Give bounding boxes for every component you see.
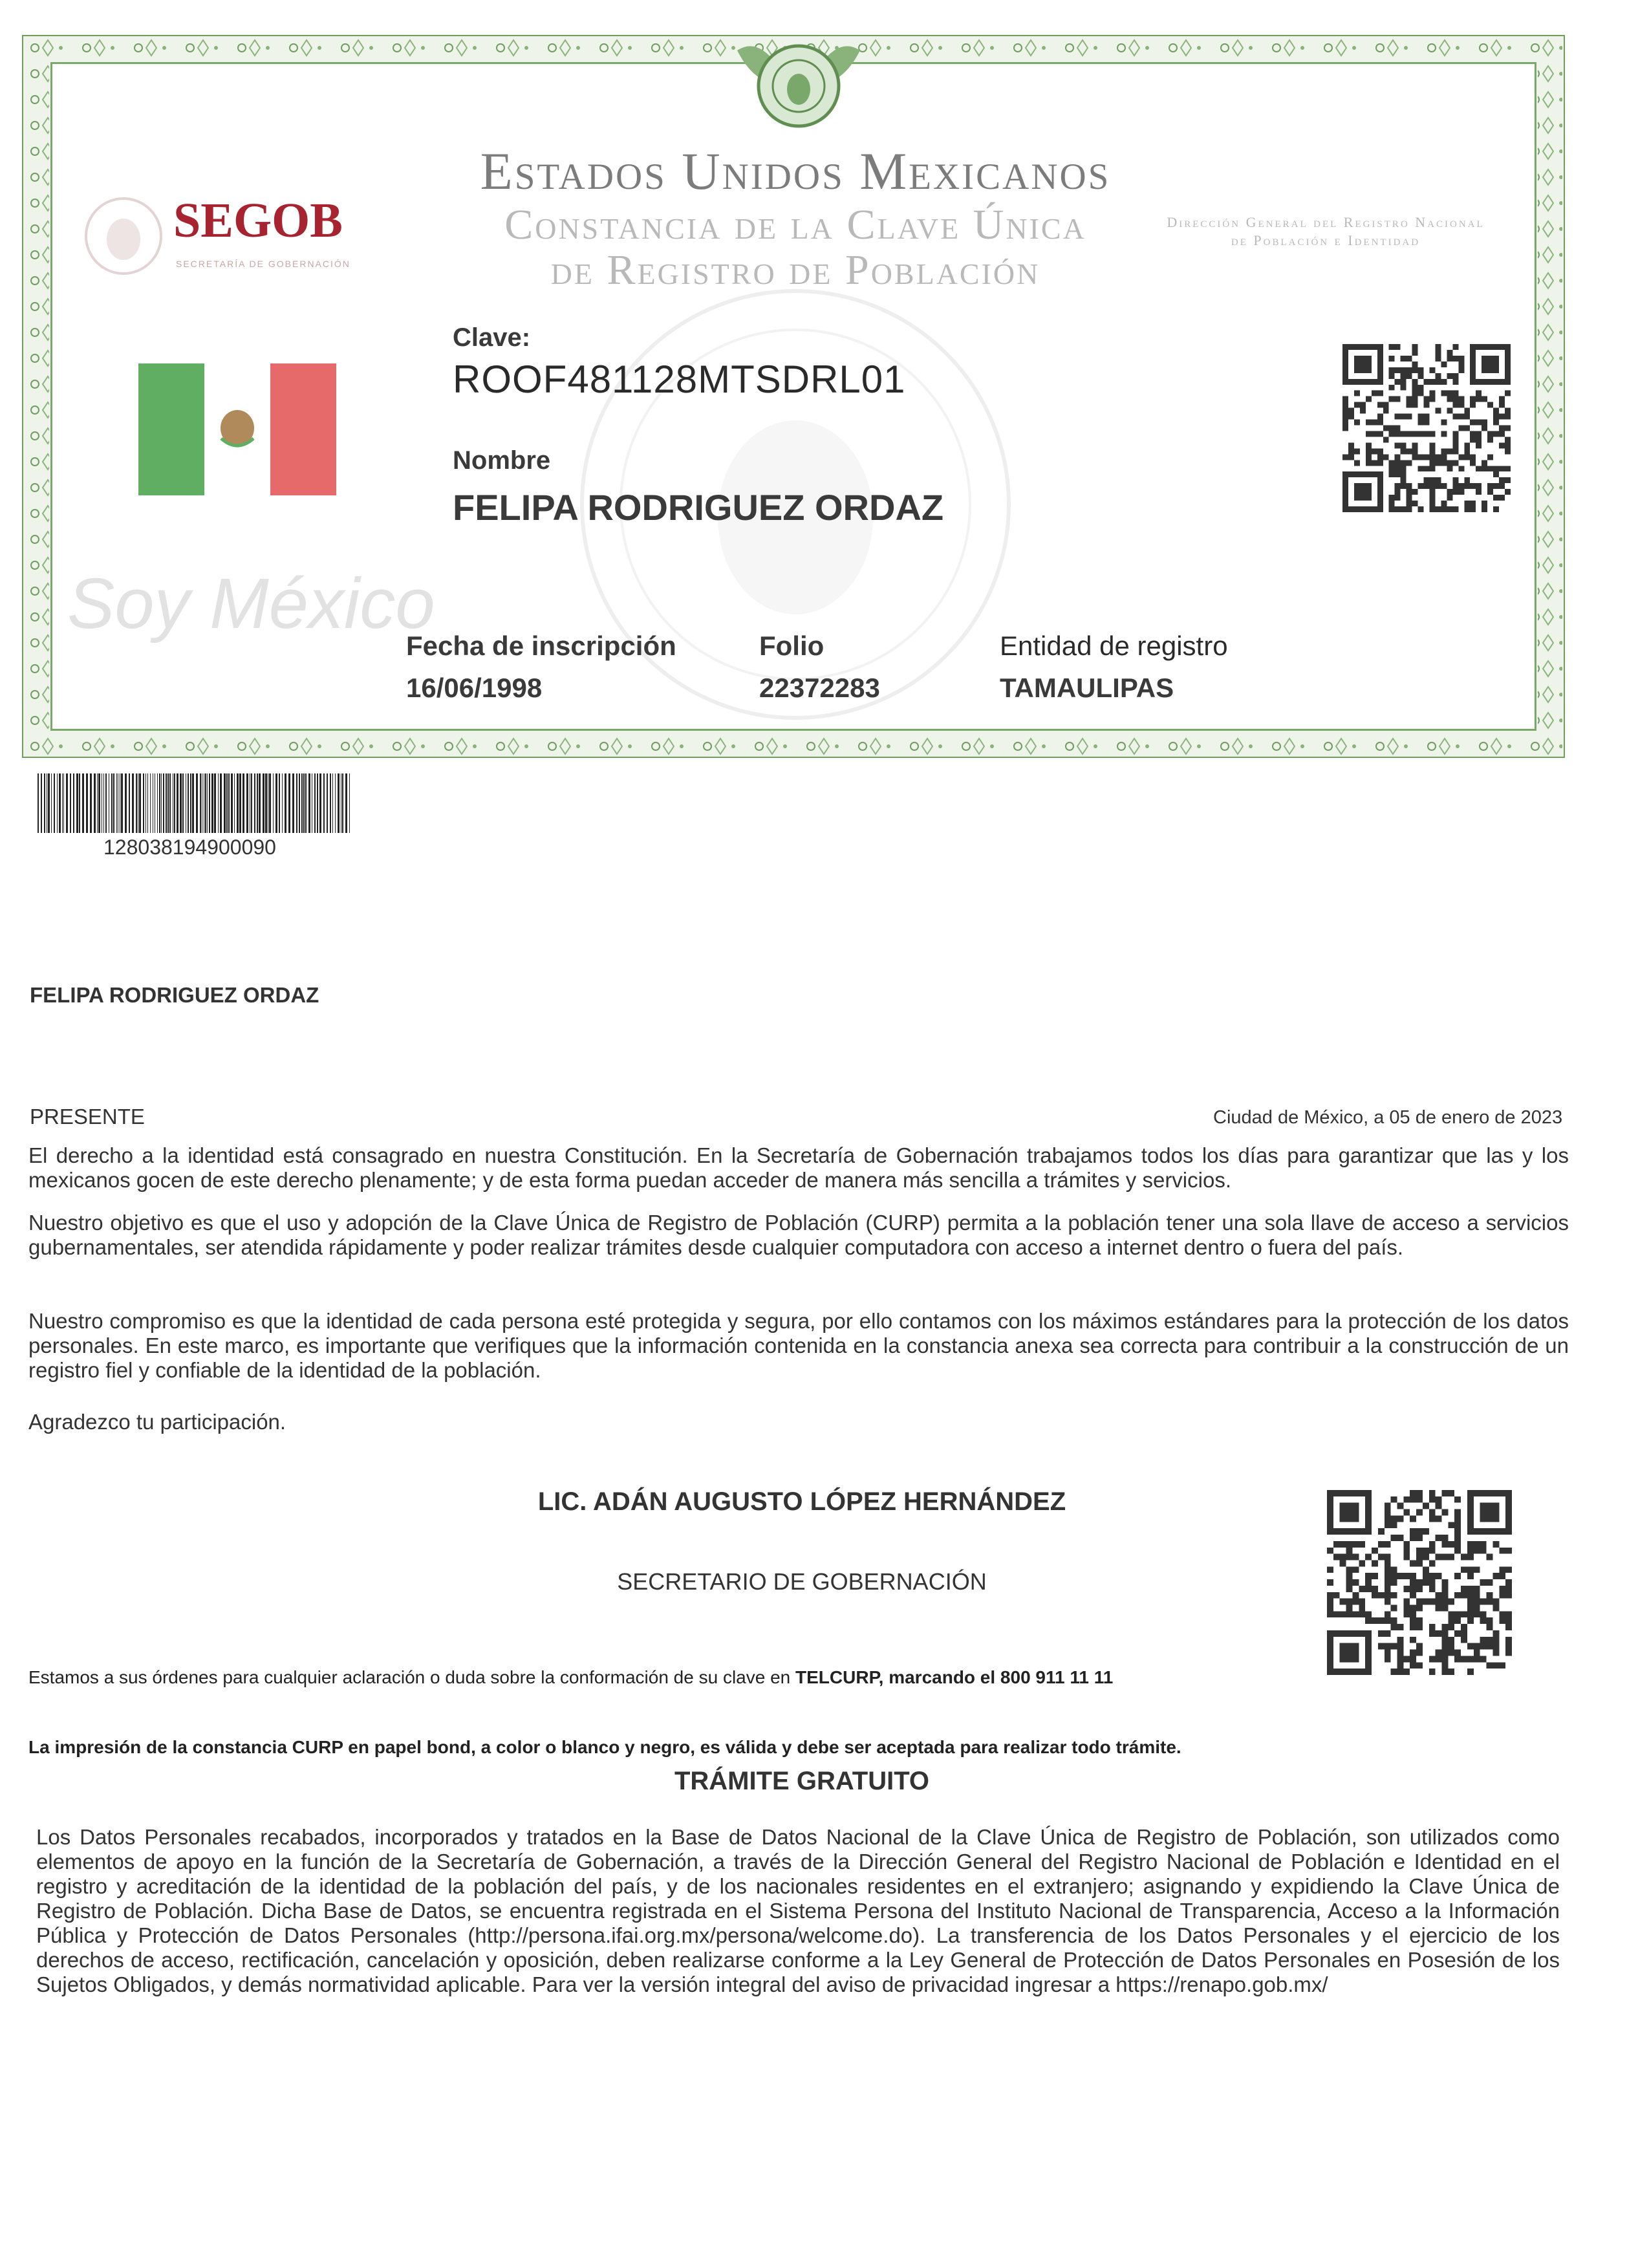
paragraph-commitment: Nuestro compromiso es que la identidad de cada persona esté protegida y segura, por ello contamos con los máximos estándares para la protección de los datos personales. En este marco, es importante que verifiques que la información contenida en la constancia anexa sea correcta para contribuir a la construcción de un registro fiel y confiable de la identidad de la población. — [28, 1309, 1569, 1382]
mexican-flag-icon — [138, 363, 336, 495]
barcode-number: 128038194900090 — [103, 836, 276, 859]
dgrnpi-label: Dirección General del Registro Nacional de Población e Identidad — [1167, 214, 1485, 248]
document-title-line1: Constancia de la Clave Única — [504, 201, 1086, 248]
qr-code-icon — [1327, 1490, 1512, 1675]
entidad-label: Entidad de registro — [1000, 631, 1228, 661]
clave-label: Clave: — [453, 323, 531, 352]
folio-value: 22372283 — [759, 673, 880, 703]
signer-title: SECRETARIO DE GOBERNACIÓN — [617, 1568, 987, 1595]
segob-seal-icon — [81, 194, 166, 278]
letter-date: Ciudad de México, a 05 de enero de 2023 — [1213, 1107, 1563, 1128]
nombre-label: Nombre — [453, 446, 551, 475]
document-title-line2: de Registro de Población — [550, 246, 1040, 294]
telcurp-text: Estamos a sus órdenes para cualquier aclaración o duda sobre la conformación de su clave en — [28, 1667, 796, 1687]
privacy-notice: Los Datos Personales recabados, incorporados y tratados en la Base de Datos Nacional de la Clave Única de Registro de Población, son utilizados como elementos de apoyo en la función de la Secretaría de Gobernación, a través de la Dirección General del Registro Nacional de Población e Identidad en el registro y acreditación de la identidad de la población del país, y de los nacionales residentes en el extranjero; asignando y expidiendo la Clave Única de Registro de Población. Dicha Base de Datos, se encuentra registrada en el Sistema Persona del Instituto Nacional de Transparencia, Acceso a la Información Pública y Protección de Datos Personales (http://persona.ifai.org.mx/persona/welcome.do). La transferencia de los Datos Personales y el ejercicio de los derechos de acceso, rectificación, cancelación y oposición, deben realizarse conforme a la Ley General de Protección de Datos Personales en Posesión de los Sujetos Obligados, y demás normatividad aplicable. Para ver la versión integral del aviso de privacidad ingresar a https://renapo.gob.mx/ — [36, 1825, 1560, 1996]
soy-mexico-watermark: Soy México — [67, 564, 435, 643]
recipient-name: FELIPA RODRIGUEZ ORDAZ — [30, 983, 319, 1007]
nombre-value: FELIPA RODRIGUEZ ORDAZ — [453, 487, 944, 528]
presente-label: PRESENTE — [30, 1105, 145, 1129]
curp-value: ROOF481128MTSDRL01 — [453, 358, 906, 401]
fecha-inscripcion-label: Fecha de inscripción — [406, 631, 676, 661]
paragraph-identity: El derecho a la identidad está consagrado en nuestra Constitución. En la Secretaría de Gobernación trabajamos todos los días para garantizar que las y los mexicanos gocen de este derecho plenamente; y de esta forma puedan acceder de manera más sencilla a trámites y servicios. — [28, 1143, 1569, 1192]
telcurp-line — [28, 1667, 1113, 1688]
segob-subtitle: SECRETARÍA DE GOBERNACIÓN — [176, 259, 350, 269]
country-title: Estados Unidos Mexicanos — [480, 142, 1111, 200]
barcode-icon — [36, 773, 353, 833]
tramite-gratuito: TRÁMITE GRATUITO — [674, 1767, 930, 1795]
segob-logo: SEGOB — [173, 193, 343, 248]
signer-name: LIC. ADÁN AUGUSTO LÓPEZ HERNÁNDEZ — [537, 1487, 1066, 1516]
folio-label: Folio — [759, 631, 824, 661]
thanks-line: Agradezco tu participación. — [28, 1410, 286, 1434]
fecha-inscripcion-value: 16/06/1998 — [406, 673, 543, 703]
national-seal-icon — [731, 38, 867, 135]
impresion-notice: La impresión de la constancia CURP en papel bond, a color o blanco y negro, es válida y debe ser aceptada para realizar todo trámite. — [28, 1737, 1181, 1757]
paragraph-objective: Nuestro objetivo es que el uso y adopción de la Clave Única de Registro de Población (CURP) permita a la población tener una sola llave de acceso a servicios gubernamentales, ser atendida rápidamente y poder realizar trámites desde cualquier computadora con acceso a internet dentro o fuera del país. — [28, 1211, 1569, 1259]
qr-code-icon — [1342, 344, 1511, 512]
telcurp-phone: TELCURP, marcando el 800 911 11 11 — [795, 1667, 1114, 1687]
entidad-value: TAMAULIPAS — [1000, 673, 1174, 703]
